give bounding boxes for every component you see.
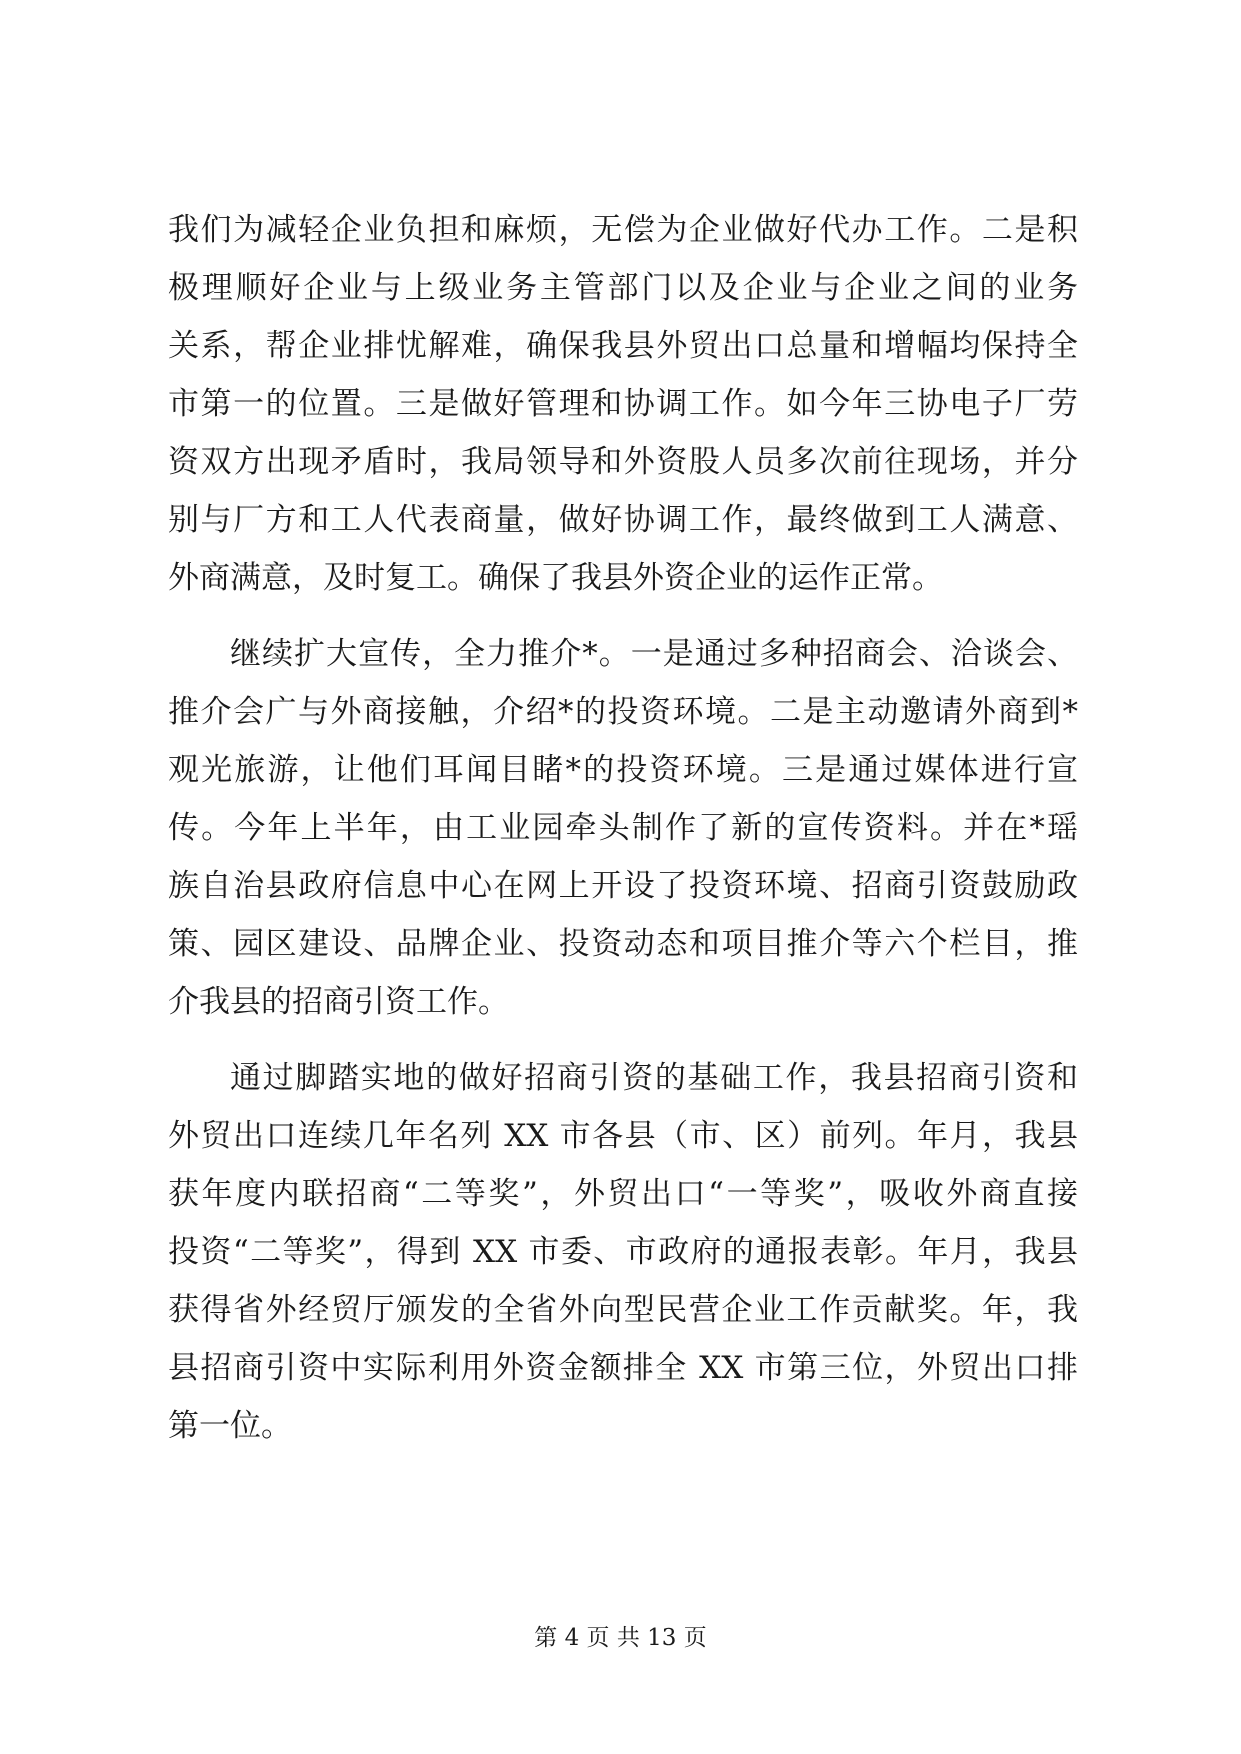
text-line: 县招商引资中实际利用外资金额排全 XX 市第三位，外贸出口排 xyxy=(168,1350,1078,1386)
text-line: 资双方出现矛盾时，我局领导和外资股人员多次前往现场，并分 xyxy=(168,444,1078,480)
text-line: 关系，帮企业排忧解难，确保我县外贸出口总量和增幅均保持全 xyxy=(168,328,1078,364)
text-line: 推介会广与外商接触，介绍*的投资环境。二是主动邀请外商到* xyxy=(168,694,1078,730)
text-line: 观光旅游，让他们耳闻目睹*的投资环境。三是通过媒体进行宣 xyxy=(168,752,1078,788)
text-line: 我们为减轻企业负担和麻烦，无偿为企业做好代办工作。二是积 xyxy=(168,212,1078,248)
paragraph-first-line: 继续扩大宣传，全力推介*。一是通过多种招商会、洽谈会、 xyxy=(230,636,1078,672)
text-line: 市第一的位置。三是做好管理和协调工作。如今年三协电子厂劳 xyxy=(168,386,1078,422)
text-line: 外贸出口连续几年名列 XX 市各县（市、区）前列。年月，我县 xyxy=(168,1118,1078,1154)
text-line: 极理顺好企业与上级业务主管部门以及企业与企业之间的业务 xyxy=(168,270,1078,306)
text-line: 策、园区建设、品牌企业、投资动态和项目推介等六个栏目，推 xyxy=(168,926,1078,962)
page-number-footer: 第 4 页 共 13 页 xyxy=(534,1625,707,1651)
text-line: 外商满意，及时复工。确保了我县外资企业的运作正常。 xyxy=(168,560,943,596)
text-line: 族自治县政府信息中心在网上开设了投资环境、招商引资鼓励政 xyxy=(168,868,1078,904)
text-line: 获得省外经贸厅颁发的全省外向型民营企业工作贡献奖。年，我 xyxy=(168,1292,1078,1328)
text-line: 第一位。 xyxy=(168,1408,292,1444)
text-line: 投资“二等奖”，得到 XX 市委、市政府的通报表彰。年月，我县 xyxy=(168,1234,1078,1270)
text-line: 别与厂方和工人代表商量，做好协调工作，最终做到工人满意、 xyxy=(168,502,1078,538)
text-line: 介我县的招商引资工作。 xyxy=(168,984,509,1020)
paragraph-first-line: 通过脚踏实地的做好招商引资的基础工作，我县招商引资和 xyxy=(230,1060,1078,1096)
text-line: 获年度内联招商“二等奖”，外贸出口“一等奖”，吸收外商直接 xyxy=(168,1176,1078,1212)
text-line: 传。今年上半年，由工业园牵头制作了新的宣传资料。并在*瑶 xyxy=(168,810,1078,846)
